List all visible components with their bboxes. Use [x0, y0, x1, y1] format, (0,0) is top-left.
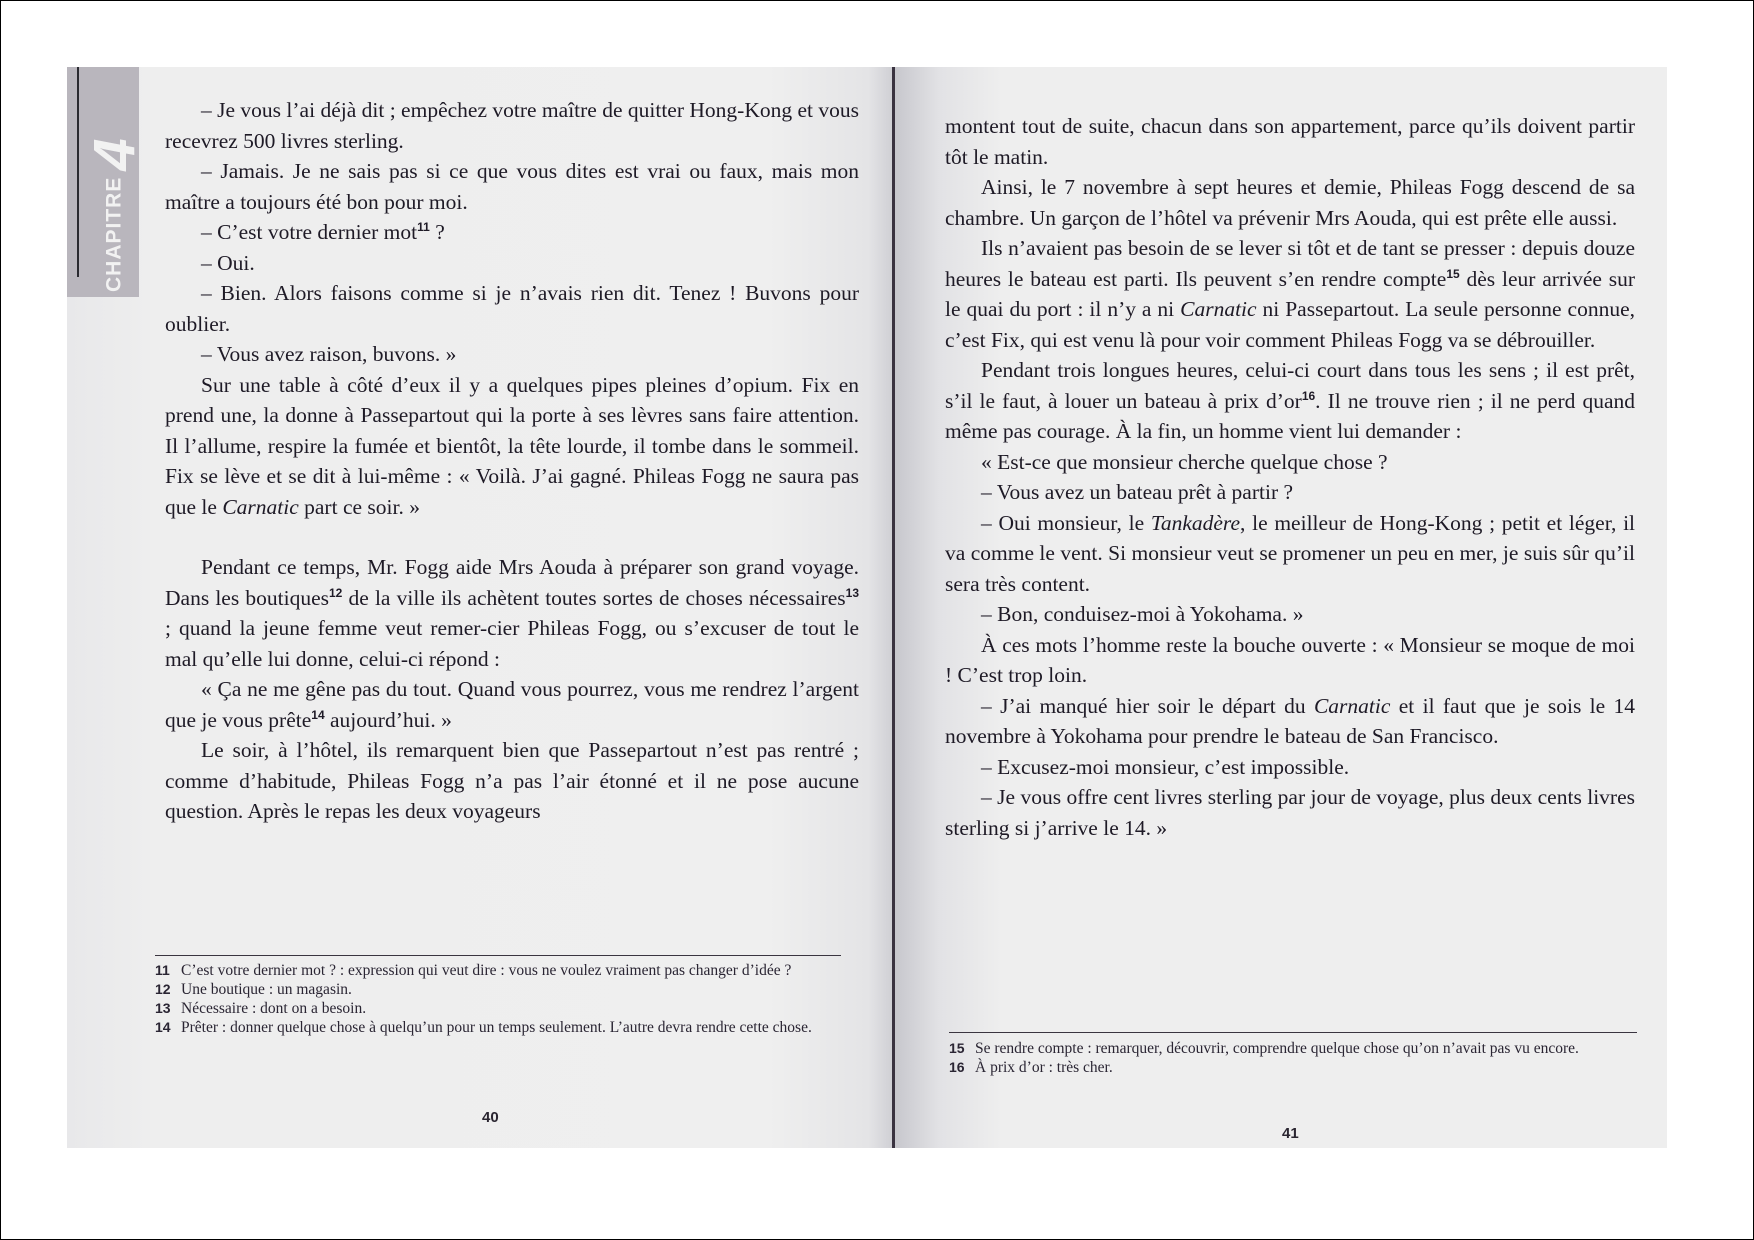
chapter-word: CHAPITRE [102, 176, 126, 292]
text-run: Ils n’avaient pas besoin de se lever si tôt et de tant se presser : depuis douze heures le bateau est parti. Ils peuvent s’en rendre compte [945, 236, 1635, 291]
ship-name: Carnatic [1180, 297, 1257, 321]
paragraph [945, 691, 1635, 752]
footnote-ref: 12 [328, 585, 343, 600]
footnote [155, 1018, 845, 1037]
text-run: – J’ai manqué hier soir le départ du [981, 693, 1314, 718]
ship-name: Carnatic [222, 494, 299, 519]
footnote-text: Une boutique : un magasin. [181, 981, 352, 998]
footnote-text: C’est votre dernier mot ? : expression qui veut dire : vous ne voulez vraiment pas changer d’idée ? [181, 962, 792, 979]
text-run: Sur une table à côté d’eux il y a quelques pipes pleines d’opium. Fix en prend une, la donne à Passepartout qui la porte à ses lèvres sans faire attention. Il l’allume, respire la fumée et bientôt, la tête lourde, il tombe dans le sommeil. Fix se lève et se dit à lui-même : « Voilà. J’ai gagné. Phileas Fogg ne saura pas que le [165, 372, 859, 519]
paragraph: – Jamais. Je ne sais pas si ce que vous dites est vrai ou faux, mais mon maître a toujours été bon pour moi. [165, 159, 859, 214]
footnote-number: 15 [949, 1040, 965, 1056]
footnote-text: À prix d’or : très cher. [975, 1059, 1113, 1076]
footnote [949, 1058, 1637, 1077]
footnote-divider [155, 955, 841, 956]
footnote-divider [949, 1032, 1637, 1033]
footnote-ref: 14 [311, 707, 325, 722]
paragraph: – Vous avez raison, buvons. » [201, 342, 457, 366]
footnote-text: Prêter : donner quelque chose à quelqu’un pour un temps seulement. L’autre devra rendre cette chose. [181, 1019, 812, 1036]
text-run: part ce soir. » [298, 494, 420, 519]
text-run: Pendant trois longues heures, celui-ci court dans tous les sens ; il est prêt, s’il le faut, à louer un bateau à prix d’or [945, 358, 1635, 413]
right-page [893, 67, 1667, 1148]
ship-name: Carnatic [1313, 693, 1391, 718]
paragraph: À ces mots l’homme reste la bouche ouverte : « Monsieur se moque de moi ! C’est trop loin. [945, 632, 1635, 687]
paragraph [945, 233, 1635, 355]
text-run: de la ville ils achètent toutes sortes de choses nécessaires [342, 585, 846, 610]
text-run: . Il ne trouve rien ; il ne perd quand même pas courage. À la fin, un homme vient lui demander : [945, 388, 1635, 443]
text-run: dès leur arrivée sur le quai du port : il n’y a ni [945, 266, 1635, 321]
scanned-book-spread [67, 67, 1667, 1148]
footnote-number: 14 [155, 1019, 171, 1035]
right-body-text [945, 111, 1635, 843]
paragraph: Ainsi, le 7 novembre à sept heures et demie, Phileas Fogg descend de sa chambre. Un garçon de l’hôtel va prévenir Mrs Aouda, qui est prête elle aussi. [945, 175, 1635, 230]
page-number: 41 [1282, 1125, 1299, 1142]
chapter-tab [67, 67, 147, 297]
paragraph: – Vous avez un bateau prêt à partir ? [981, 480, 1294, 504]
paragraph [165, 370, 859, 523]
footnote-ref: 11 [417, 219, 430, 234]
footnote [155, 961, 845, 980]
left-page [67, 67, 893, 1148]
paragraph: – Je vous l’ai déjà dit ; empêchez votre maître de quitter Hong-Kong et vous recevrez 500 livres sterling. [165, 98, 859, 153]
footnote [155, 999, 845, 1018]
paragraph: Le soir, à l’hôtel, ils remarquent bien que Passepartout n’est pas rentré ; comme d’habitude, Phileas Fogg n’a pas l’air étonné et il ne pose aucune question. Après le repas les deux voyageurs [165, 738, 859, 823]
chapter-label [81, 138, 148, 292]
paragraph [165, 674, 859, 735]
footnote-number: 11 [155, 962, 170, 978]
footnote-number: 13 [155, 1000, 171, 1016]
book-gutter [892, 67, 895, 1148]
paragraph: – Oui. [201, 250, 255, 275]
paragraph: – Je vous offre cent livres sterling par jour de voyage, plus deux cents livres sterling si j’arrive le 14. » [945, 785, 1635, 840]
footnote-ref: 13 [845, 585, 859, 600]
paragraph [165, 552, 859, 674]
paragraph: – Excusez-moi monsieur, c’est impossible. [981, 754, 1350, 779]
footnote [949, 1039, 1637, 1058]
footnote-text: Nécessaire : dont on a besoin. [181, 1000, 367, 1017]
text-run: – Oui monsieur, le [981, 510, 1151, 535]
footnote-ref: 15 [1446, 266, 1460, 281]
left-body-text [165, 95, 859, 827]
page-number: 40 [482, 1109, 499, 1126]
right-footnotes [949, 1039, 1637, 1077]
text-run: « Ça ne me gêne pas du tout. Quand vous pourrez, vous me rendrez l’argent que je vous prête [165, 677, 859, 732]
paragraph [945, 508, 1635, 600]
ship-name: Tankadère [1150, 510, 1241, 535]
paragraph [165, 217, 859, 248]
footnote-number: 12 [155, 981, 171, 997]
text-run: Pendant ce temps, Mr. Fogg aide Mrs Aouda à préparer son grand voyage. Dans les boutiques [165, 555, 859, 610]
paragraph [945, 355, 1635, 447]
paragraph: montent tout de suite, chacun dans son appartement, parce qu’ils doivent partir tôt le matin. [945, 114, 1635, 169]
footnote-number: 16 [949, 1059, 965, 1075]
text-run: et il faut que je sois le 14 novembre à Yokohama pour prendre le bateau de San Francisco. [945, 693, 1636, 748]
footnote [155, 980, 845, 999]
chapter-number: 4 [82, 138, 147, 171]
paragraph: – Bon, conduisez-moi à Yokohama. » [981, 602, 1304, 626]
footnote-ref: 16 [1301, 388, 1316, 403]
text-run: aujourd’hui. » [324, 707, 452, 732]
text-run: , le meilleur de Hong-Kong ; petit et léger, il va comme le vent. Si monsieur veut se promener un peu en mer, je suis sûr qu’il sera très content. [945, 510, 1636, 596]
paragraph: « Est-ce que monsieur cherche quelque chose ? [981, 449, 1388, 474]
text-run: ; quand la jeune femme veut remer-cier Phileas Fogg, ou s’excuser de tout le mal qu’elle lui donne, celui-ci répond : [165, 616, 859, 671]
text-run: ni Passepartout. La seule personne connue, c’est Fix, qui est venu là pour voir comment Phileas Fogg va se débrouiller. [945, 297, 1635, 352]
text-run: – C’est votre dernier mot [201, 220, 418, 244]
text-run: ? [429, 220, 445, 244]
left-footnotes [155, 961, 845, 1037]
tab-edge-line [77, 67, 79, 277]
paragraph: – Bien. Alors faisons comme si je n’avais rien dit. Tenez ! Buvons pour oublier. [165, 281, 859, 336]
footnote-text: Se rendre compte : remarquer, découvrir, comprendre quelque chose qu’on n’avait pas vu encore. [975, 1040, 1579, 1057]
